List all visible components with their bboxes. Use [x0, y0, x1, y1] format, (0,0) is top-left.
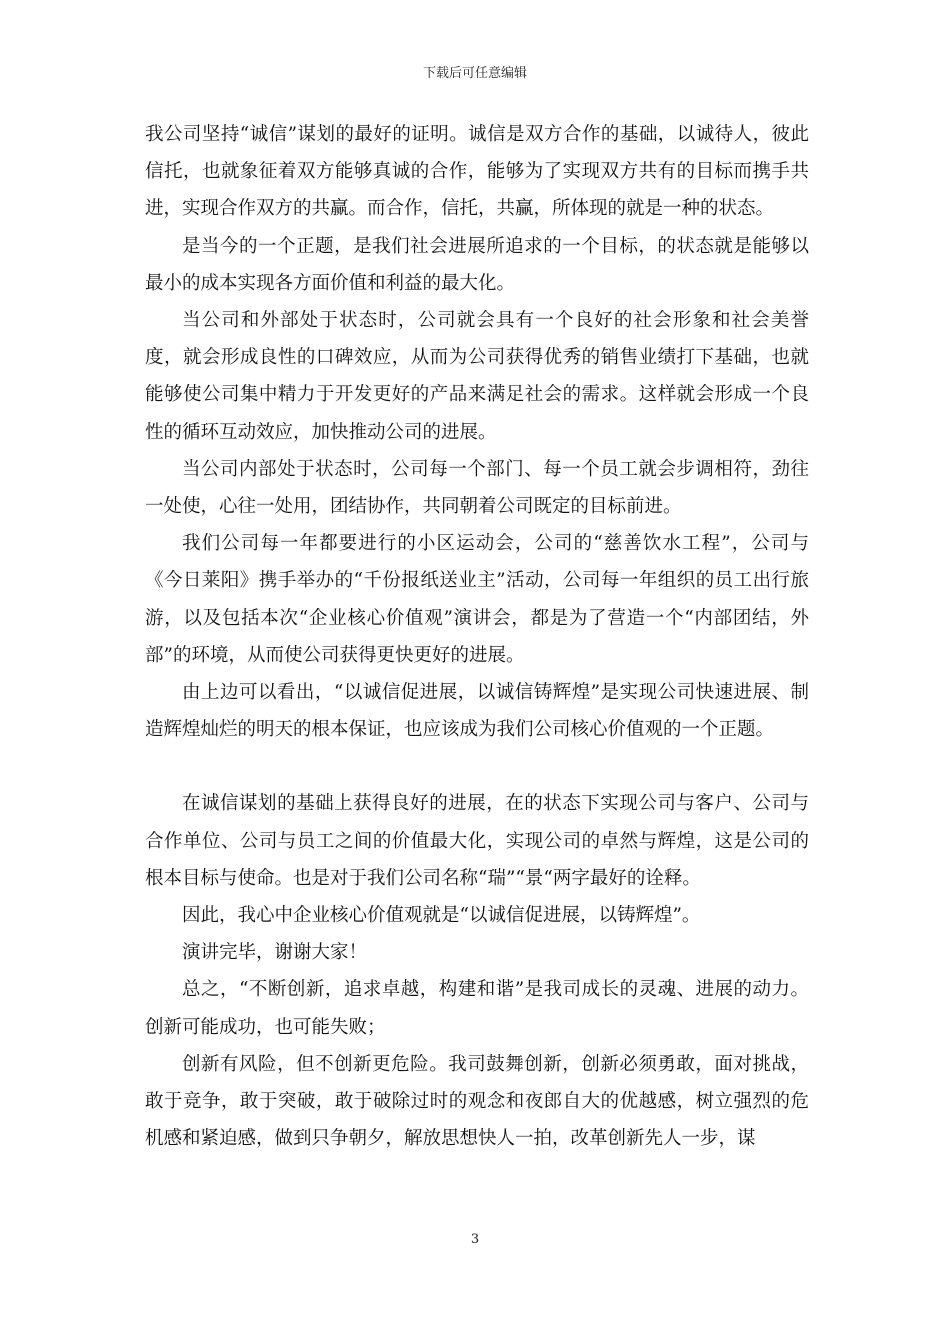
blank-line: [145, 748, 809, 785]
paragraph-10: 总之，“不断创新，追求卓越，构建和谐”是我司成长的灵魂、进展的动力。创新可能成功，也可能失败；: [145, 979, 809, 1038]
paragraph-8: 因此，我心中企业核心价值观就是“以诚信促进展，以铸辉煌”。: [182, 905, 701, 927]
paragraph-3: 当公司和外部处于状态时，公司就会具有一个良好的社会形象和社会美誉度，就会形成良性的口碑效应，从而为公司获得优秀的销售业绩打下基础，也就能够使公司集中精力于开发更好的产品来满足社会的需求。这样就会形成一个良性的循环互动效应，加快推动公司的进展。: [145, 310, 809, 443]
paragraph-6: 由上边可以看出，“以诚信促进展，以诚信铸辉煌”是实现公司快速进展、制造辉煌灿烂的明天的根本保证，也应该成为我们公司核心价值观的一个正题。: [145, 682, 809, 741]
paragraph-11: 创新有风险，但不创新更危险。我司鼓舞创新，创新必须勇敢，面对挑战，敢于竞争，敢于突破，敢于破除过时的观念和夜郎自大的优越感，树立强烈的危机感和紧迫感，做到只争朝夕，解放思想快人一拍，改革创新先人一步，谋: [145, 1053, 809, 1150]
paragraph-1: 我公司坚持“诚信”谋划的最好的证明。诚信是双方合作的基础，以诚待人，彼此信托，也就象征着双方能够真诚的合作，能够为了实现双方共有的目标而携手共进，实现合作双方的共赢。而合作，信托，共赢，所体现的就是一种的状态。: [145, 124, 809, 220]
document-body: [145, 116, 809, 1157]
page-number: 3: [470, 1232, 480, 1247]
page-header: 下载后可任意编辑: [422, 66, 527, 81]
paragraph-2: 是当今的一个正题，是我们社会进展所追求的一个目标，的状态就是能够以最小的成本实现各方面价值和利益的最大化。: [145, 235, 809, 294]
paragraph-4: 当公司内部处于状态时，公司每一个部门、每一个员工就会步调相符，劲往一处使，心往一处用，团结协作，共同朝着公司既定的目标前进。: [145, 458, 809, 518]
paragraph-7: 在诚信谋划的基础上获得良好的进展，在的状态下实现公司与客户、公司与合作单位、公司与员工之间的价值最大化，实现公司的卓然与辉煌，这是公司的根本目标与使命。也是对于我们公司名称“瑞”“景“两字最好的诠释。: [145, 793, 809, 889]
paragraph-5: 我们公司每一年都要进行的小区运动会，公司的“慈善饮水工程”，公司与《今日莱阳》携手举办的“千份报纸送业主”活动，公司每一年组织的员工出行旅游，以及包括本次“企业核心价值观”演讲会，都是为了营造一个“内部团结，外部”的环境，从而使公司获得更快更好的进展。: [145, 533, 809, 666]
paragraph-9: 演讲完毕，谢谢大家！: [182, 942, 368, 964]
